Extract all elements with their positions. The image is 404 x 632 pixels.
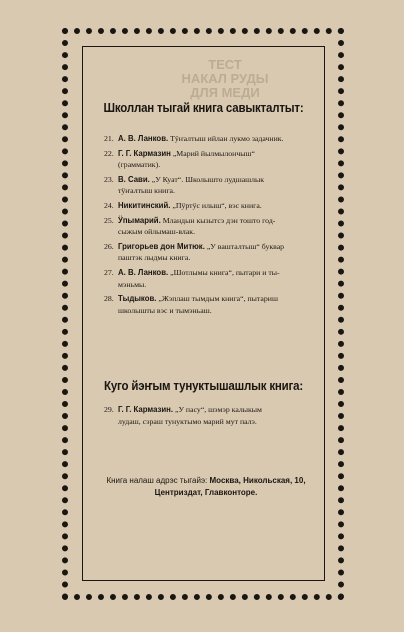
list-item [104, 293, 328, 316]
list-item [104, 133, 328, 145]
item-author: В. Сави. [118, 174, 150, 184]
item-author: Ӱпымарий. [118, 215, 161, 225]
item-title: Тӱҥалтыш ийлан лукмо задачник. [170, 134, 284, 143]
item-continuation: сыжым ойлымаш-влак. [118, 227, 196, 237]
stamp-watermark [170, 58, 280, 100]
order-address [96, 475, 316, 499]
item-author: А. В. Ланков. [118, 134, 169, 143]
watermark-line: ТЕСТ [208, 57, 242, 72]
list-item [104, 148, 328, 171]
list-item [104, 174, 328, 197]
list-item [104, 241, 328, 264]
watermark-line: НАКАЛ РУДЫ [181, 71, 269, 86]
section-heading-adult-books: Куго йэҥым тунуктышашлык книга: [103, 379, 304, 393]
item-number: 22. [104, 148, 114, 158]
item-number: 25. [104, 215, 114, 225]
list-item [104, 200, 328, 212]
adult-book-list [104, 404, 328, 430]
item-author: Никитинский. [118, 200, 171, 210]
watermark-line: ДЛЯ МЕДИ [190, 85, 260, 100]
book-list [104, 133, 328, 319]
item-number: 24. [104, 200, 114, 210]
item-author: А. В. Ланков. [118, 267, 169, 277]
item-continuation: (грамматик). [118, 160, 161, 170]
address-label: Книга налаш адрэс тыгайэ: [106, 476, 208, 485]
item-title: „Пӱртӱс илыш“, вэс книга. [172, 200, 262, 210]
address-street: Москва, Никольская, 10, [209, 476, 306, 485]
item-continuation: тӱҥалтыш книга. [118, 186, 175, 196]
address-office: Центриздат, Главконторе. [154, 488, 258, 497]
item-title: Мландын кызытсэ дэн тошто год- [162, 215, 276, 225]
item-number: 26. [104, 241, 114, 251]
list-item [104, 404, 328, 427]
item-number: 28. [104, 294, 114, 304]
list-item [104, 267, 328, 290]
item-title: „У вашталтыш“ буквар [206, 241, 285, 251]
item-continuation: паштэк лыдмы книга. [118, 253, 191, 263]
item-author: Тыдыков. [118, 294, 157, 304]
item-continuation: школышты вэс и тымэньаш. [118, 305, 212, 315]
item-title: „Жэплаш тымдым книга“, пытариш [158, 294, 278, 304]
item-author: Григорьев дон Митюк. [118, 241, 205, 251]
list-item [104, 215, 328, 238]
item-title: „Марий йылмылончыш“ [172, 148, 255, 158]
item-number: 23. [104, 174, 114, 184]
item-number: 27. [104, 267, 114, 277]
item-author: Г. Г. Кармазин. [118, 405, 174, 414]
item-number: 21. [104, 134, 114, 143]
section-heading-school-books: Школлан тыгай книга савыкталтыт: [103, 101, 304, 115]
item-continuation: мэньмы. [118, 279, 147, 289]
item-title: „У Куат“. Школышто лудшашлык [151, 174, 265, 184]
item-number: 29. [104, 405, 114, 414]
item-title: „У пасу“, шэмэр калыкым [175, 405, 262, 414]
item-title: „Шотлымы книга“, пытари и ты- [170, 267, 280, 277]
item-author: Г. Г. Кармазин [118, 148, 171, 158]
item-continuation: лудаш, сэраш тунуктымо марий мут палэ. [118, 416, 257, 426]
